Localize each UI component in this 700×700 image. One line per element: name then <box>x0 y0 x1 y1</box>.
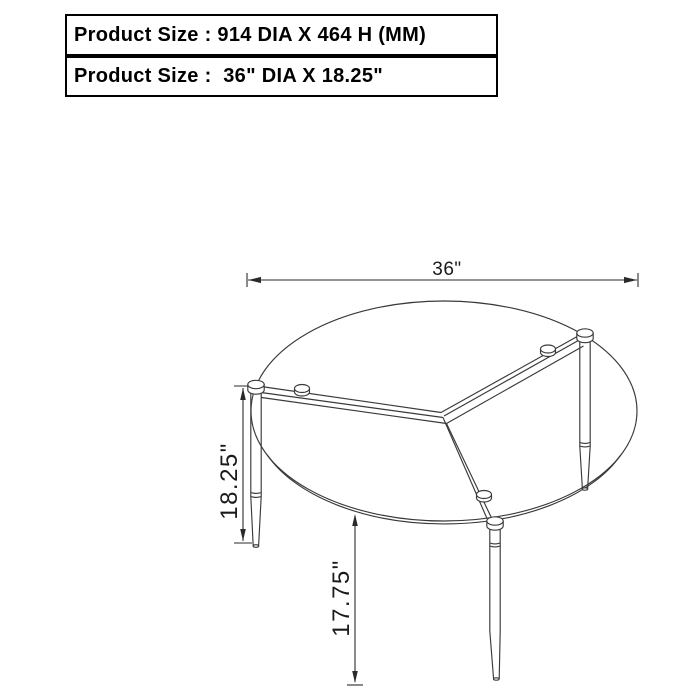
leg-front-cap <box>487 517 503 525</box>
dimension-floor-clearance <box>328 514 363 685</box>
leg-right-cap <box>577 329 593 337</box>
diameter-arrow-right <box>624 277 637 283</box>
leg-front <box>487 517 503 680</box>
diameter-arrow-left <box>248 277 261 283</box>
right-rail-bottom-edge <box>447 346 584 424</box>
leg-right-taper <box>580 446 590 489</box>
right-rail-mid-edge <box>444 339 581 416</box>
overall-height-arrow-bottom <box>240 529 246 541</box>
leg-left-taper <box>251 497 261 547</box>
leg-right-foot <box>582 488 587 490</box>
right-rail-top-edge <box>441 336 579 413</box>
left-rail-bottom-edge <box>262 398 447 424</box>
leg-front-joint <box>490 543 500 547</box>
floor-clearance-dimension-label: 17.75" <box>328 559 355 637</box>
product-size-inch-text: Product Size : 36" DIA X 18.25" <box>74 65 384 87</box>
disc-front <box>477 491 492 499</box>
leg-front-taper <box>490 631 500 679</box>
product-size-mm-text: Product Size : 914 DIA X 464 H (MM) <box>74 23 427 46</box>
left-rail-top-edge <box>261 387 441 413</box>
leg-front-foot <box>494 678 500 680</box>
frame-discs <box>295 345 556 502</box>
front-arm-right-edge <box>447 424 493 521</box>
overall-height-arrow-top <box>240 388 246 400</box>
leg-right <box>577 329 593 490</box>
leg-right-tube <box>580 334 590 446</box>
front-arm-left-edge <box>443 418 487 519</box>
floor-clearance-arrow-bottom <box>352 671 358 683</box>
leg-left-foot <box>253 545 259 548</box>
floor-clearance-arrow-top <box>352 514 358 526</box>
disc-right <box>541 345 556 353</box>
leg-right-joint <box>580 443 590 447</box>
leg-front-tube <box>490 522 500 631</box>
diameter-dimension-label: 36" <box>432 259 462 280</box>
left-rail-mid-edge <box>261 393 443 418</box>
overall-height-dimension-label: 18.25" <box>216 442 243 520</box>
leg-left <box>248 380 264 547</box>
dimension-overall-height <box>216 386 252 543</box>
leg-left-cap <box>248 380 264 388</box>
glass-thickness-edge <box>267 455 620 524</box>
leg-left-tube <box>251 386 261 497</box>
dimension-diameter <box>247 259 638 287</box>
disc-left <box>295 385 310 393</box>
leg-left-joint <box>251 493 261 498</box>
